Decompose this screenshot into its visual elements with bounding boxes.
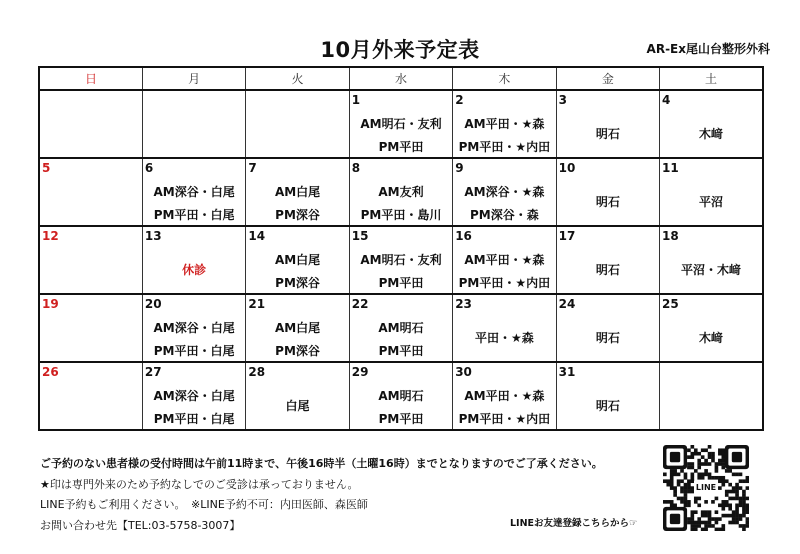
doctor-line: AM白尾 — [274, 321, 321, 335]
doctor-schedule — [557, 327, 659, 350]
doctor-line: AM白尾 — [274, 185, 321, 199]
day-number: 20 — [144, 297, 162, 311]
doctor-line: AM深谷・白尾 — [153, 389, 235, 403]
day-cell — [246, 362, 349, 430]
line-friend-link[interactable]: LINEお友達登録こちらから☞ — [510, 518, 638, 529]
doctor-schedule — [143, 181, 245, 227]
qr-finder-pattern — [725, 445, 749, 469]
weekday-mon: 月 — [142, 67, 245, 90]
doctor-line: AM平田・★森 — [464, 253, 545, 267]
contact-phone: お問い合わせ先【TEL:03-5758-3007】 — [40, 519, 241, 532]
day-number: 28 — [248, 365, 266, 379]
day-number: 15 — [351, 229, 369, 243]
doctor-schedule — [350, 181, 452, 227]
day-cell — [660, 294, 763, 362]
doctor-schedule — [453, 327, 555, 350]
day-cell — [349, 362, 452, 430]
doctor-line: 明石 — [595, 195, 620, 209]
day-cell — [453, 362, 556, 430]
weekday-sat: 土 — [660, 67, 763, 90]
calendar-table — [38, 66, 764, 431]
doctor-schedule — [350, 249, 452, 295]
day-number: 29 — [351, 365, 369, 379]
day-number: 25 — [662, 297, 679, 311]
day-number: 4 — [662, 93, 671, 107]
weekday-tue: 火 — [246, 67, 349, 90]
reception-hours-note: ご予約のない患者様の受付時間は午前11時まで、午後16時半（土曜16時）までとなりますのでご了承ください。 — [40, 457, 603, 470]
doctor-line: AM深谷・★森 — [464, 185, 545, 199]
doctor-line: PM平田・白尾 — [153, 412, 235, 426]
day-cell — [556, 294, 659, 362]
doctor-schedule — [453, 181, 555, 227]
doctor-schedule — [557, 259, 659, 282]
day-cell — [556, 226, 659, 294]
day-number: 12 — [42, 229, 59, 243]
doctor-line: 木﨑 — [699, 127, 724, 141]
qr-line-label: LINE — [694, 481, 718, 495]
day-cell — [660, 362, 763, 430]
day-number: 30 — [455, 365, 472, 379]
doctor-line: AM白尾 — [274, 253, 321, 267]
doctor-line: AM友利 — [378, 185, 424, 199]
day-cell — [142, 362, 245, 430]
doctor-line: AM明石・友利 — [360, 253, 442, 267]
doctor-line: PM深谷 — [275, 344, 320, 358]
weekday-thu: 木 — [453, 67, 556, 90]
doctor-line: AM明石 — [378, 389, 424, 403]
doctor-schedule — [453, 249, 555, 295]
line-qr-code[interactable] — [663, 445, 749, 531]
doctor-line: 明石 — [595, 127, 620, 141]
qr-finder-pattern — [663, 507, 687, 531]
day-number: 5 — [42, 161, 51, 175]
doctor-schedule — [453, 385, 555, 431]
doctor-schedule — [557, 123, 659, 146]
day-cell — [556, 90, 659, 158]
day-cell — [660, 90, 763, 158]
day-number: 8 — [351, 161, 361, 175]
day-number: 16 — [455, 229, 472, 243]
day-number: 11 — [662, 161, 679, 175]
weekday-fri: 金 — [556, 67, 659, 90]
doctor-line: 明石 — [595, 263, 620, 277]
doctor-schedule — [246, 181, 348, 227]
doctor-schedule — [350, 113, 452, 159]
doctor-schedule — [660, 123, 762, 146]
doctor-schedule — [453, 113, 555, 159]
day-number: 31 — [558, 365, 576, 379]
day-cell — [349, 158, 452, 226]
weekday-header-row — [39, 67, 763, 90]
day-number: 22 — [351, 297, 369, 311]
clinic-name: AR-Ex尾山台整形外科 — [646, 42, 770, 56]
calendar-week-row — [39, 362, 763, 430]
day-cell — [142, 158, 245, 226]
doctor-line: 明石 — [595, 331, 620, 345]
day-cell — [39, 226, 142, 294]
day-number: 3 — [558, 93, 567, 107]
day-number: 18 — [662, 229, 679, 243]
doctor-schedule — [557, 395, 659, 418]
calendar-body — [39, 90, 763, 430]
doctor-line: PM平田・白尾 — [153, 208, 235, 222]
calendar-week-row — [39, 90, 763, 158]
doctor-schedule — [246, 249, 348, 295]
doctor-line: PM平田 — [378, 140, 424, 154]
doctor-line: PM深谷 — [275, 276, 320, 290]
doctor-line: PM平田 — [378, 276, 424, 290]
doctor-line: AM平田・★森 — [464, 389, 545, 403]
day-number: 7 — [248, 161, 257, 175]
calendar-week-row — [39, 226, 763, 294]
day-cell — [142, 226, 245, 294]
closed-label: 休診 — [182, 263, 207, 277]
doctor-schedule — [660, 191, 762, 214]
day-number: 1 — [351, 93, 361, 107]
day-number: 26 — [42, 365, 59, 379]
day-cell — [349, 90, 452, 158]
doctor-schedule — [350, 317, 452, 363]
doctor-line: AM深谷・白尾 — [153, 321, 235, 335]
day-cell — [246, 226, 349, 294]
calendar-week-row — [39, 158, 763, 226]
calendar-week-row — [39, 294, 763, 362]
weekday-wed: 水 — [349, 67, 452, 90]
doctor-line: 平沼・木﨑 — [681, 263, 742, 277]
day-cell — [453, 158, 556, 226]
doctor-line: 明石 — [595, 399, 620, 413]
day-cell — [39, 294, 142, 362]
doctor-line: AM明石・友利 — [360, 117, 442, 131]
doctor-line: 木﨑 — [699, 331, 724, 345]
day-cell — [660, 226, 763, 294]
day-cell — [660, 158, 763, 226]
day-number: 14 — [248, 229, 266, 243]
doctor-line: AM平田・★森 — [464, 117, 545, 131]
day-number: 23 — [455, 297, 472, 311]
day-number: 19 — [42, 297, 59, 311]
day-number: 27 — [144, 365, 162, 379]
day-cell — [246, 158, 349, 226]
day-number: 21 — [248, 297, 266, 311]
day-number: 24 — [558, 297, 576, 311]
doctor-line: 白尾 — [285, 399, 310, 413]
day-cell — [39, 362, 142, 430]
doctor-line: PM平田 — [378, 344, 424, 358]
doctor-line: PM平田・★内田 — [458, 140, 551, 154]
page-title: 10月外来予定表 — [320, 38, 480, 62]
day-number: 2 — [455, 93, 464, 107]
doctor-schedule — [246, 317, 348, 363]
doctor-line: PM平田・島川 — [360, 208, 442, 222]
doctor-schedule — [350, 385, 452, 431]
day-cell — [453, 90, 556, 158]
day-number: 13 — [144, 229, 162, 243]
specialist-note: ★印は専門外来のため予約なしでのご受診は承っておりません。 — [40, 478, 359, 491]
doctor-line: PM平田 — [378, 412, 424, 426]
doctor-line: AM明石 — [378, 321, 424, 335]
day-number: 17 — [558, 229, 576, 243]
day-cell — [453, 226, 556, 294]
day-cell — [349, 294, 452, 362]
day-cell — [556, 362, 659, 430]
doctor-schedule — [660, 259, 762, 282]
doctor-line: PM平田・★内田 — [458, 276, 551, 290]
day-cell — [246, 294, 349, 362]
day-cell — [39, 158, 142, 226]
doctor-line: 平田・★森 — [475, 331, 534, 345]
qr-finder-pattern — [663, 445, 687, 469]
doctor-line: 平沼 — [699, 195, 724, 209]
doctor-schedule — [143, 385, 245, 431]
day-cell — [556, 158, 659, 226]
line-reservation-note: LINE予約もご利用ください。 ※LINE予約不可：内田医師、森医師 — [40, 498, 368, 511]
weekday-sun: 日 — [39, 67, 142, 90]
doctor-line: PM深谷 — [275, 208, 320, 222]
day-cell — [142, 90, 245, 158]
doctor-schedule — [246, 395, 348, 418]
day-cell — [246, 90, 349, 158]
doctor-schedule — [557, 191, 659, 214]
day-number: 6 — [144, 161, 154, 175]
day-cell — [453, 294, 556, 362]
day-cell — [142, 294, 245, 362]
doctor-schedule — [143, 317, 245, 363]
doctor-schedule — [143, 259, 245, 282]
day-number: 9 — [455, 161, 464, 175]
doctor-line: PM平田・白尾 — [153, 344, 235, 358]
doctor-schedule — [660, 327, 762, 350]
day-cell — [39, 90, 142, 158]
day-number: 10 — [558, 161, 576, 175]
doctor-line: PM深谷・森 — [470, 208, 539, 222]
day-cell — [349, 226, 452, 294]
doctor-line: AM深谷・白尾 — [153, 185, 235, 199]
doctor-line: PM平田・★内田 — [458, 412, 551, 426]
